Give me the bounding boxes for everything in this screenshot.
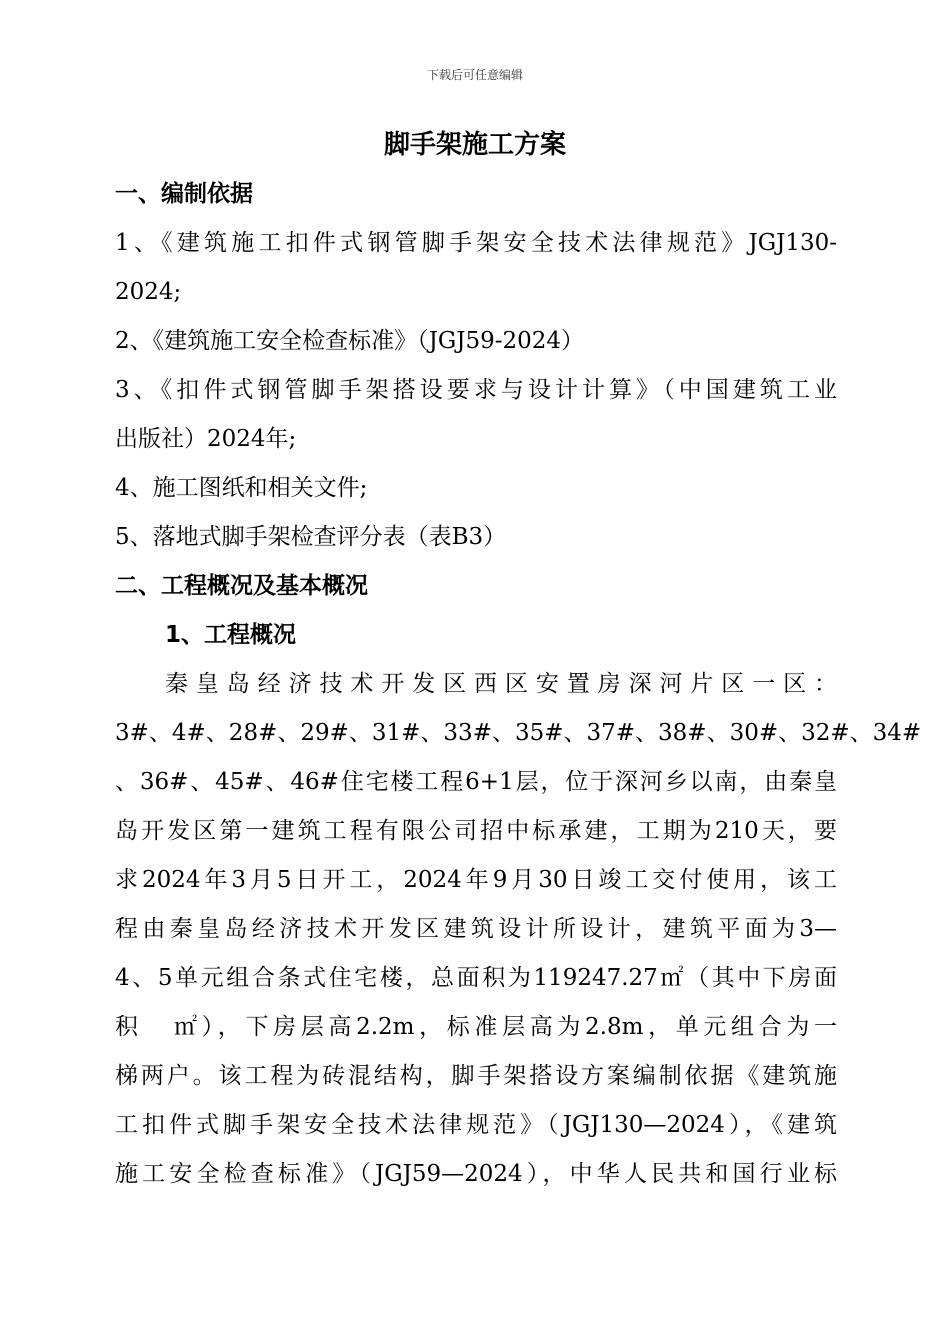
paragraph-line-3: 、36#、45#、46#住宅楼工程6+1层，位于深河乡以南，由秦皇: [115, 769, 837, 795]
basis-item-1-line-2: 2024;: [115, 279, 182, 305]
section-heading-basis: 一、编制依据: [115, 181, 253, 207]
section-heading-overview: 二、工程概况及基本概况: [115, 573, 368, 599]
paragraph-line-11: 施工安全检查标准》（JGJ59—2024），中华人民共和国行业标: [115, 1161, 837, 1187]
paragraph-line-8-start: 积: [115, 1014, 138, 1040]
basis-item-2: 2、《建筑施工安全检查标准》（JGJ59-2024）: [115, 328, 585, 354]
paragraph-line-5: 求2024年3月5日开工，2024年9月30日竣工交付使用，该工: [115, 867, 837, 893]
paragraph-line-2: 3#、4#、28#、29#、31#、33#、35#、37#、38#、30#、32#、34#: [115, 720, 922, 746]
document-title: 脚手架施工方案: [383, 130, 566, 160]
paragraph-line-6: 程由秦皇岛经济技术开发区建筑设计所设计，建筑平面为3—: [115, 916, 837, 942]
basis-item-3-line-2: 出版社）2024年;: [115, 426, 297, 452]
subsection-heading-project-overview: 1、工程概况: [165, 622, 297, 648]
paragraph-line-8-end: ㎡），下房层高2.2m，标准层高为2.8m，单元组合为一: [174, 1014, 837, 1040]
basis-item-5: 5、落地式脚手架检查评分表（表B3）: [115, 524, 507, 550]
basis-item-1-line-1: 1、《建筑施工扣件式钢管脚手架安全技术法律规范》JGJ130-: [115, 230, 837, 256]
document-body: [115, 170, 922, 1199]
paragraph-line-7: 4、5单元组合条式住宅楼，总面积为119247.27㎡（其中下房面: [115, 965, 837, 991]
basis-item-4: 4、施工图纸和相关文件;: [115, 475, 368, 501]
paragraph-line-8: [115, 1003, 837, 1052]
basis-item-3-line-1: 3、《扣件式钢管脚手架搭设要求与设计计算》（中国建筑工业: [115, 377, 837, 403]
paragraph-line-1: 秦皇岛经济技术开发区西区安置房深河片区一区：: [165, 671, 837, 697]
blank-area-value: [138, 1003, 174, 1052]
paragraph-line-9: 梯两户。该工程为砖混结构，脚手架搭设方案编制依据《建筑施: [115, 1063, 837, 1089]
paragraph-line-10: 工扣件式脚手架安全技术法律规范》（JGJ130—2024），《建筑: [115, 1112, 837, 1138]
page-header: 下载后可任意编辑: [426, 68, 523, 82]
paragraph-line-4: 岛开发区第一建筑工程有限公司招中标承建，工期为210天，要: [115, 818, 837, 844]
